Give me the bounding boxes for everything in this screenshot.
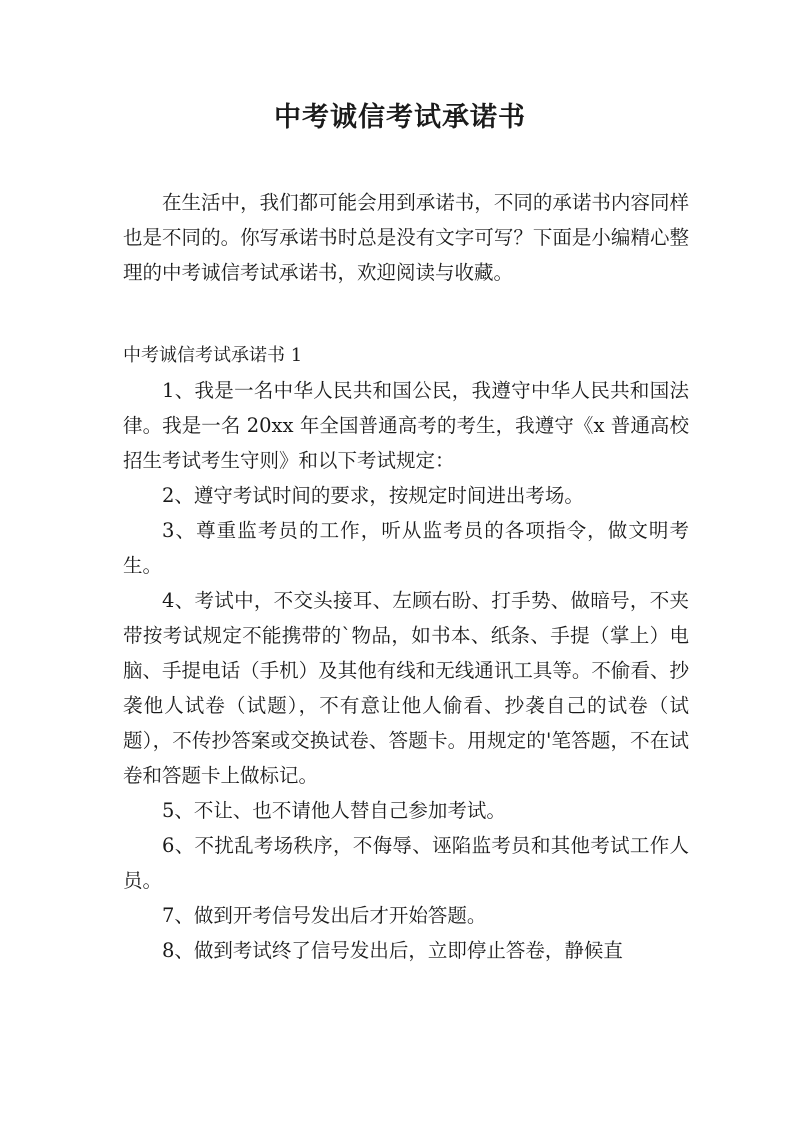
document-title: 中考诚信考试承诺书 bbox=[274, 102, 526, 133]
pledge-item-7: 7、做到开考信号发出后才开始答题。 bbox=[162, 904, 487, 927]
section-heading: 中考诚信考试承诺书 1 bbox=[123, 345, 303, 366]
pledge-item-2: 2、遵守考试时间的要求，按规定时间进出考场。 bbox=[162, 484, 584, 507]
pledge-item-8: 8、做到考试终了信号发出后，立即停止答卷，静候直 bbox=[162, 939, 623, 962]
pledge-section bbox=[123, 338, 689, 968]
pledge-item-1: 1、我是一名中华人民共和国公民，我遵守中华人民共和国法律。我是一名 20xx 年全国普通高考的考生，我遵守《x 普通高校招生考试考生守则》和以下考试规定： bbox=[123, 379, 689, 472]
intro-section bbox=[123, 185, 689, 290]
pledge-item-5: 5、不让、也不请他人替自己参加考试。 bbox=[162, 799, 506, 822]
intro-paragraph: 在生活中，我们都可能会用到承诺书，不同的承诺书内容同样也是不同的。你写承诺书时总是没有文字可写？下面是小编精心整理的中考诚信考试承诺书，欢迎阅读与收藏。 bbox=[123, 191, 689, 284]
pledge-item-6: 6、不扰乱考场秩序，不侮辱、诬陷监考员和其他考试工作人员。 bbox=[123, 834, 689, 892]
pledge-item-3: 3、尊重监考员的工作，听从监考员的各项指令，做文明考生。 bbox=[123, 519, 689, 577]
pledge-item-4: 4、考试中，不交头接耳、左顾右盼、打手势、做暗号，不夹带按考试规定不能携带的`物品，如书本、纸条、手提（掌上）电脑、手提电话（手机）及其他有线和无线通讯工具等。不偷看、抄袭他人试卷（试题），不有意让他人偷看、抄袭自己的试卷（试题），不传抄答案或交换试卷、答题卡。用规定的'笔答题，不在试卷和答题卡上做标记。 bbox=[123, 589, 689, 787]
